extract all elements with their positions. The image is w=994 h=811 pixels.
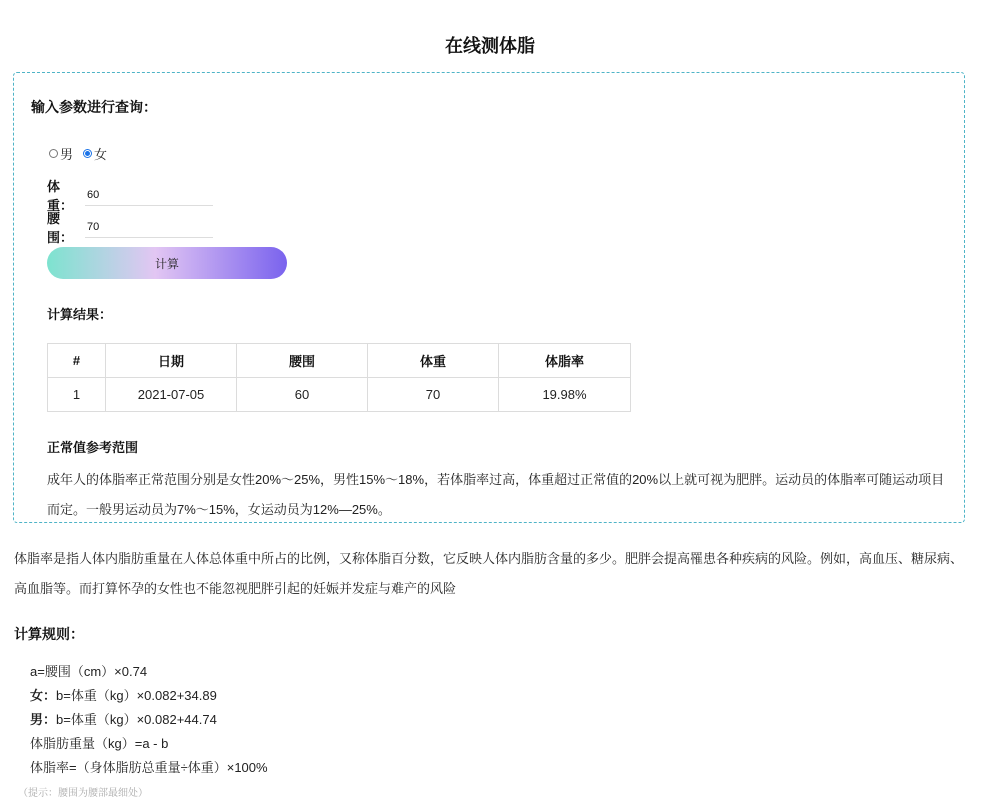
- weight-label: 体重：: [47, 179, 74, 213]
- reference-heading: 正常值参考范围: [47, 440, 139, 455]
- rule-line: [30, 684, 268, 708]
- table-cell: 2021-07-05: [106, 378, 237, 412]
- rule-text: b=体重（kg）×0.082+44.74: [56, 712, 217, 727]
- calculate-button[interactable]: 计算: [47, 247, 287, 279]
- gender-female-option[interactable]: [83, 144, 107, 163]
- table-row: [48, 378, 631, 412]
- rule-prefix: 女：: [30, 688, 57, 703]
- table-cell: 60: [237, 378, 368, 412]
- column-header: 体脂率: [499, 344, 631, 378]
- rule-text: 体脂率=（身体脂肪总重量÷体重）×100%: [30, 760, 268, 775]
- reference-text: 成年人的体脂率正常范围分别是女性20%～25%，男性15%～18%，若体脂率过高，体重超过正常值的20%以上就可视为肥胖。运动员的体脂率可随运动项目而定。一般男运动员为7%～15%，女运动员为12%—25%。: [47, 472, 945, 517]
- table-header-row: [48, 344, 631, 378]
- rule-line: [30, 732, 268, 756]
- page-title: 在线测体脂: [445, 36, 535, 56]
- rules-heading: 计算规则：: [14, 626, 84, 642]
- male-radio[interactable]: [49, 149, 58, 158]
- table-cell: 19.98%: [499, 378, 631, 412]
- rule-text: a=腰围（cm）×0.74: [30, 664, 148, 679]
- rule-line: [30, 660, 268, 684]
- female-radio[interactable]: [83, 149, 92, 158]
- column-header: 腰围: [237, 344, 368, 378]
- table-cell: 1: [48, 378, 106, 412]
- male-label: 男: [60, 147, 74, 162]
- column-header: #: [48, 344, 106, 378]
- female-label: 女: [94, 147, 108, 162]
- rule-text: 体脂肪重量（kg）=a - b: [30, 736, 169, 751]
- intro-paragraph: 体脂率是指人体内脂肪重量在人体总体重中所占的比例，又称体脂百分数，它反映人体内脂肪含量的多少。肥胖会提高罹患各种疾病的风险。例如，高血压、糖尿病、高血脂等。而打算怀孕的女性也不能忽视肥胖引起的妊娠并发症与难产的风险: [14, 551, 964, 596]
- rules-list: [30, 660, 268, 780]
- rule-line: [30, 708, 268, 732]
- result-heading: 计算结果：: [47, 307, 113, 322]
- gender-radio-group: [49, 144, 113, 163]
- rule-text: b=体重（kg）×0.082+34.89: [56, 688, 217, 703]
- result-table: [47, 343, 631, 412]
- rule-prefix: 男：: [30, 712, 57, 727]
- column-header: 日期: [106, 344, 237, 378]
- query-panel: [13, 72, 965, 523]
- waist-label: 腰围：: [47, 211, 74, 245]
- waist-row: [47, 208, 213, 246]
- column-header: 体重: [368, 344, 499, 378]
- rule-line: [30, 756, 268, 780]
- gender-male-option[interactable]: [49, 144, 73, 163]
- waist-input[interactable]: [85, 217, 213, 238]
- weight-input[interactable]: [85, 185, 213, 206]
- hint-text: （提示：腰围为腰部最细处）: [18, 788, 148, 799]
- table-cell: 70: [368, 378, 499, 412]
- query-heading: 输入参数进行查询：: [31, 99, 157, 115]
